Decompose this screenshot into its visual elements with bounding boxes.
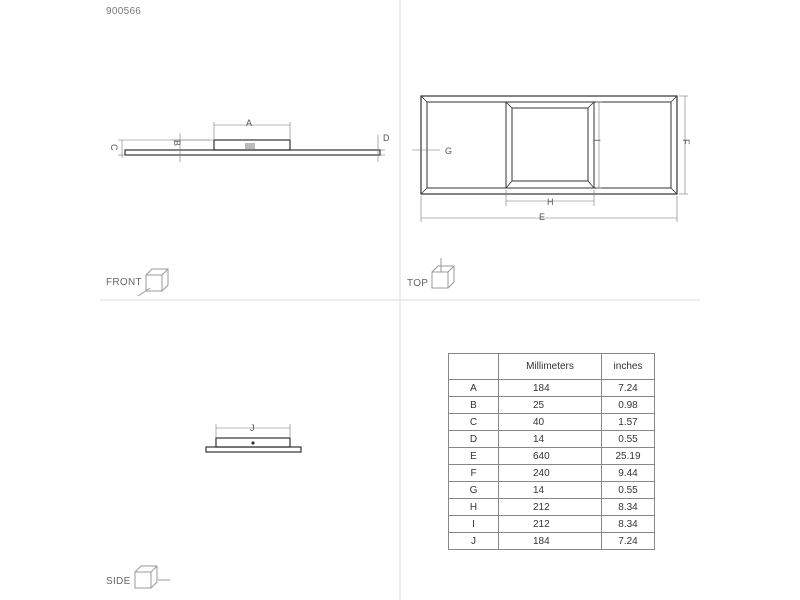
front-view-label: FRONT bbox=[106, 277, 142, 288]
row-inches: 0.98 bbox=[602, 397, 655, 414]
letter-h: H bbox=[547, 197, 554, 207]
side-screw bbox=[251, 441, 254, 444]
dimension-b-line bbox=[172, 133, 213, 162]
top-inner-frame bbox=[427, 102, 671, 188]
front-vent-lines bbox=[246, 143, 254, 149]
row-label: C bbox=[449, 414, 499, 431]
side-view-label: SIDE bbox=[106, 576, 131, 587]
letter-i: I bbox=[592, 139, 602, 142]
row-inches: 8.34 bbox=[602, 516, 655, 533]
row-millimeters: 25 bbox=[499, 397, 602, 414]
letter-c: C bbox=[109, 144, 119, 151]
row-millimeters: 14 bbox=[499, 482, 602, 499]
letter-b: B bbox=[172, 140, 182, 147]
row-inches: 8.34 bbox=[602, 499, 655, 516]
table-row bbox=[449, 397, 655, 414]
header-inches: inches bbox=[602, 354, 655, 380]
row-millimeters: 640 bbox=[499, 448, 602, 465]
dimension-f-line bbox=[679, 96, 688, 194]
row-inches: 25.19 bbox=[602, 448, 655, 465]
row-inches: 9.44 bbox=[602, 465, 655, 482]
row-label: E bbox=[449, 448, 499, 465]
table-row bbox=[449, 533, 655, 550]
top-center-frame bbox=[506, 102, 594, 188]
dimensions-table bbox=[448, 353, 655, 550]
table-header-row bbox=[449, 354, 655, 380]
header-millimeters: Millimeters bbox=[499, 354, 602, 380]
row-label: F bbox=[449, 465, 499, 482]
row-label: D bbox=[449, 431, 499, 448]
table-row bbox=[449, 414, 655, 431]
table-row bbox=[449, 448, 655, 465]
row-millimeters: 184 bbox=[499, 533, 602, 550]
letter-j: J bbox=[250, 423, 255, 433]
letter-a: A bbox=[246, 118, 253, 128]
table-row bbox=[449, 482, 655, 499]
row-inches: 0.55 bbox=[602, 431, 655, 448]
dimension-i-line bbox=[596, 102, 602, 188]
front-panel bbox=[125, 150, 380, 155]
row-inches: 0.55 bbox=[602, 482, 655, 499]
row-millimeters: 14 bbox=[499, 431, 602, 448]
table-row bbox=[449, 380, 655, 397]
top-center-panel bbox=[512, 108, 588, 181]
side-view-cube-icon bbox=[135, 566, 170, 588]
side-panel bbox=[206, 447, 301, 452]
row-millimeters: 212 bbox=[499, 516, 602, 533]
table-row bbox=[449, 499, 655, 516]
row-inches: 1.57 bbox=[602, 414, 655, 431]
header-blank bbox=[449, 354, 499, 380]
table-row bbox=[449, 465, 655, 482]
row-millimeters: 40 bbox=[499, 414, 602, 431]
side-view-drawing bbox=[135, 424, 301, 588]
top-view-label: TOP bbox=[407, 278, 429, 289]
table-row bbox=[449, 516, 655, 533]
row-inches: 7.24 bbox=[602, 533, 655, 550]
top-outer-frame bbox=[421, 96, 677, 194]
row-millimeters: 212 bbox=[499, 499, 602, 516]
top-view-drawing bbox=[412, 96, 688, 288]
row-label: I bbox=[449, 516, 499, 533]
front-view-cube-icon bbox=[138, 269, 168, 296]
model-number: 900566 bbox=[106, 6, 142, 17]
row-label: A bbox=[449, 380, 499, 397]
front-view-drawing bbox=[118, 122, 385, 296]
row-label: B bbox=[449, 397, 499, 414]
row-label: J bbox=[449, 533, 499, 550]
letter-e: E bbox=[539, 212, 546, 222]
row-inches: 7.24 bbox=[602, 380, 655, 397]
row-millimeters: 184 bbox=[499, 380, 602, 397]
row-label: G bbox=[449, 482, 499, 499]
row-millimeters: 240 bbox=[499, 465, 602, 482]
row-label: H bbox=[449, 499, 499, 516]
top-view-cube-icon bbox=[432, 258, 454, 288]
letter-d: D bbox=[383, 133, 390, 143]
table-row bbox=[449, 431, 655, 448]
letter-f: F bbox=[681, 139, 691, 145]
letter-g: G bbox=[445, 146, 453, 156]
